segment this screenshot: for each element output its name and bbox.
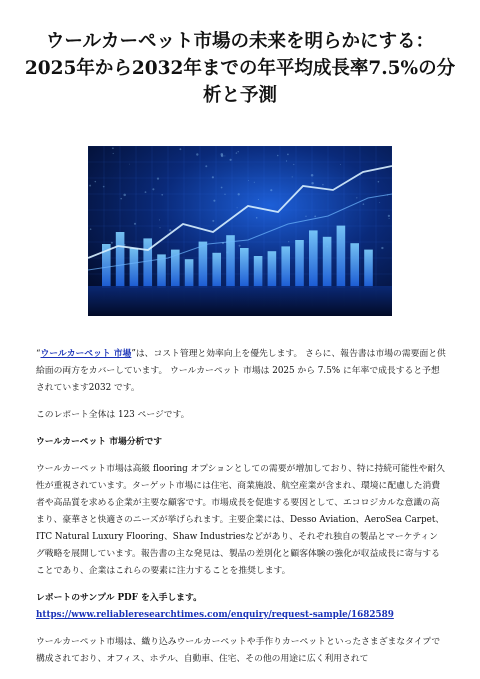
types-paragraph: ウールカーペット市場は、織り込みウールカーペットや手作りカーペットといったさまざまなタイプで構成されており、オフィス、ホテル、自動車、住宅、その他の用途に広く利用されて <box>36 637 441 664</box>
hero-bar <box>309 230 318 288</box>
hero-bar <box>268 251 277 288</box>
market-link[interactable]: ウールカーペット 市場 <box>40 349 132 359</box>
hero-bar <box>199 242 208 288</box>
analysis-paragraph: ウールカーペット市場は高級 flooring オプションとしての需要が増加しており、特に持続可能性や耐久性が重視されています。ターゲット市場には住宅、商業施設、航空産業が含まれ、環境に配慮した消費者や高品質を求める企業が主要な顧客です。市場成長を促進する要因として、エコロジカルな意識の高まり、豪華さと快適さのニーズが挙げられます。主要企業には、Desso Aviation、AeroSea Carpet、ITC Natural Luxury Flooring、Shaw Industriesなどがあり、それぞれ独自の製品とマーケティング戦略を展開しています。報告書の主な発見は、製品の差別化と顧客体験の強化が収益成長に寄与することであり、企業はこれらの要素に注力することを推奨します。 <box>36 464 445 576</box>
title-line-3: 析と予測 <box>202 85 277 106</box>
hero-bar <box>323 237 332 288</box>
hero-bar <box>130 248 139 288</box>
hero-bar <box>281 246 290 288</box>
hero-bar <box>212 253 221 288</box>
hero-bar <box>254 256 263 288</box>
article-body <box>36 346 446 678</box>
article-title <box>20 28 460 109</box>
hero-bar <box>295 240 304 288</box>
intro-text: ”は、コスト管理と効率向上を優先します。 さらに、報告書は市場の需要面と供給面の両方をカバーしています。 ウールカーペット 市場は 2025 から 7.5% に年率で成長すると予想されています2032 です。 <box>36 349 446 393</box>
sample-link[interactable]: https://www.reliableresearchtimes.com/enquiry/request-sample/1682589 <box>36 610 394 620</box>
pages-paragraph: このレポート全体は 123 ページです。 <box>36 410 190 420</box>
intro-paragraph <box>36 346 446 397</box>
hero-bar <box>143 238 152 288</box>
analysis-heading: ウールカーペット 市場分析です <box>36 437 163 447</box>
hero-bar <box>240 248 249 288</box>
title-line-2: 2025年から2032年までの年平均成長率7.5%の分 <box>24 58 456 79</box>
hero-image <box>88 146 392 316</box>
sample-label: レポートのサンプル PDF を入手します。 <box>36 593 202 603</box>
hero-bar <box>337 226 346 288</box>
title-line-1: ウールカーペット市場の未来を明らかにする： <box>45 31 435 52</box>
hero-bar <box>226 235 235 288</box>
hero-bar <box>364 250 373 288</box>
sample-paragraph <box>36 590 446 624</box>
quote-open: “ <box>36 349 41 359</box>
hero-bar <box>116 232 125 288</box>
hero-bar <box>185 259 194 288</box>
hero-bar <box>350 243 359 288</box>
